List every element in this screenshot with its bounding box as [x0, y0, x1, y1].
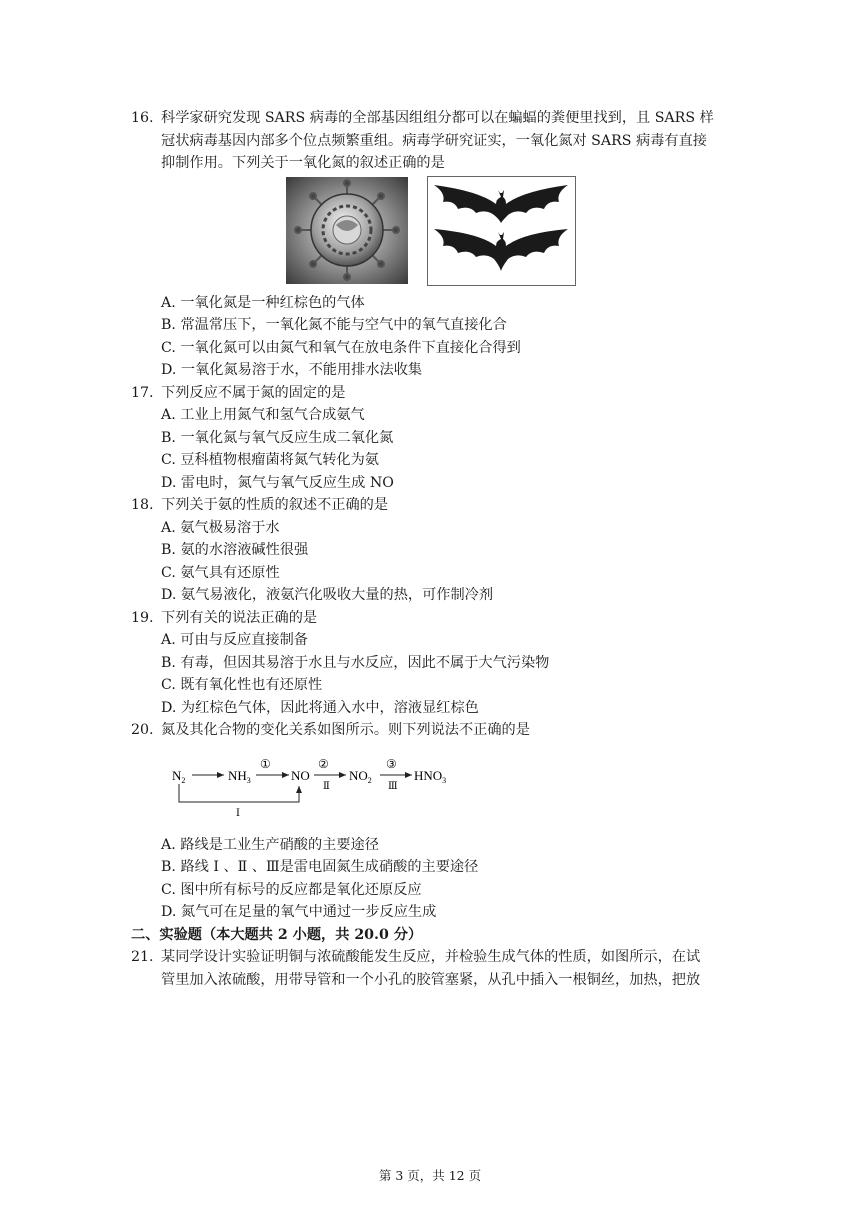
- page-footer: 第 3 页，共 12 页: [378, 1168, 482, 1183]
- section-2-heading: 二、实验题（本大题共 2 小题，共 20.0 分）: [131, 927, 423, 943]
- question-17-option-a: A. 工业上用氮气和氢气合成氨气: [161, 407, 365, 423]
- question-19-option-d: D. 为红棕色气体，因此将通入水中，溶液显红棕色: [161, 700, 479, 716]
- question-16-line-3: 抑制作用。下列关于一氧化氮的叙述正确的是: [161, 155, 445, 171]
- question-19-option-c: C. 既有氧化性也有还原性: [161, 677, 323, 693]
- question-18-option-c: C. 氨气具有还原性: [161, 565, 280, 581]
- question-21-line-1: 21. 某同学设计实验证明铜与浓硫酸能发生反应，并检验生成气体的性质，如图所示，在试: [131, 949, 701, 965]
- question-17-stem: 17. 下列反应不属于氮的固定的是: [131, 385, 346, 401]
- question-19-stem: 19. 下列有关的说法正确的是: [131, 610, 318, 626]
- question-20-option-a: A. 路线是工业生产硝酸的主要途径: [161, 837, 379, 853]
- hno3-label: $HNO_3$: [414, 768, 447, 785]
- reaction-3-label: ③: [386, 757, 397, 771]
- question-20-stem: 20. 氮及其化合物的变化关系如图所示。则下列说法不正确的是: [131, 722, 530, 738]
- no2-label: $NO_2$: [349, 768, 372, 785]
- question-16-option-a: A. 一氧化氮是一种红棕色的气体: [161, 295, 365, 311]
- question-18-option-d: D. 氨气易液化，液氨汽化吸收大量的热，可作制冷剂: [161, 587, 494, 603]
- question-16-option-c: C. 一氧化氮可以由氮气和氧气在放电条件下直接化合得到: [161, 340, 521, 356]
- question-19-option-a: A. 可由与反应直接制备: [161, 632, 308, 648]
- question-20-option-c: C. 图中所有标号的反应都是氧化还原反应: [161, 882, 422, 898]
- nitrogen-reaction-diagram: [168, 756, 458, 822]
- bats-image: [427, 176, 576, 286]
- question-18-option-b: B. 氨的水溶液碱性很强: [161, 542, 309, 558]
- question-17-option-c: C. 豆科植物根瘤菌将氮气转化为氨: [161, 452, 379, 468]
- question-19-option-b: B. 有毒，但因其易溶于水且与水反应，因此不属于大气污染物: [161, 655, 550, 671]
- reaction-2-label: ②: [318, 757, 329, 771]
- route-3-label: Ⅲ: [388, 781, 398, 792]
- n2-label: $N_2$: [172, 768, 186, 785]
- route-1-label: Ⅰ: [236, 808, 240, 819]
- route-2-label: Ⅱ: [323, 781, 330, 792]
- question-16-line-1: 16. 科学家研究发现 SARS 病毒的全部基因组组分都可以在蝙蝠的粪便里找到，且 SARS 样: [131, 110, 714, 126]
- question-16-line-2: 冠状病毒基因内部多个位点频繁重组。病毒学研究证实，一氧化氮对 SARS 病毒有直接: [161, 133, 707, 149]
- question-20-option-b: B. 路线 Ⅰ 、Ⅱ 、Ⅲ是雷电固氮生成硝酸的主要途径: [161, 859, 479, 875]
- question-16-option-d: D. 一氧化氮易溶于水，不能用排水法收集: [161, 362, 423, 378]
- no-label: NO: [291, 768, 310, 783]
- nh3-label: $NH_3$: [228, 768, 251, 785]
- question-21-line-2: 管里加入浓硫酸，用带导管和一个小孔的胶管塞紧，从孔中插入一根铜丝，加热，把放: [161, 972, 701, 988]
- question-17-option-d: D. 雷电时，氮气与氧气反应生成 NO: [161, 475, 394, 491]
- sars-virus-image: [286, 177, 408, 284]
- question-20-option-d: D. 氮气可在足量的氧气中通过一步反应生成: [161, 904, 437, 920]
- question-18-stem: 18. 下列关于氨的性质的叙述不正确的是: [131, 497, 389, 513]
- reaction-1-label: ①: [260, 757, 271, 771]
- question-16-option-b: B. 常温常压下，一氧化氮不能与空气中的氧气直接化合: [161, 317, 507, 333]
- question-18-option-a: A. 氨气极易溶于水: [161, 520, 280, 536]
- question-17-option-b: B. 一氧化氮与氧气反应生成二氧化氮: [161, 430, 394, 446]
